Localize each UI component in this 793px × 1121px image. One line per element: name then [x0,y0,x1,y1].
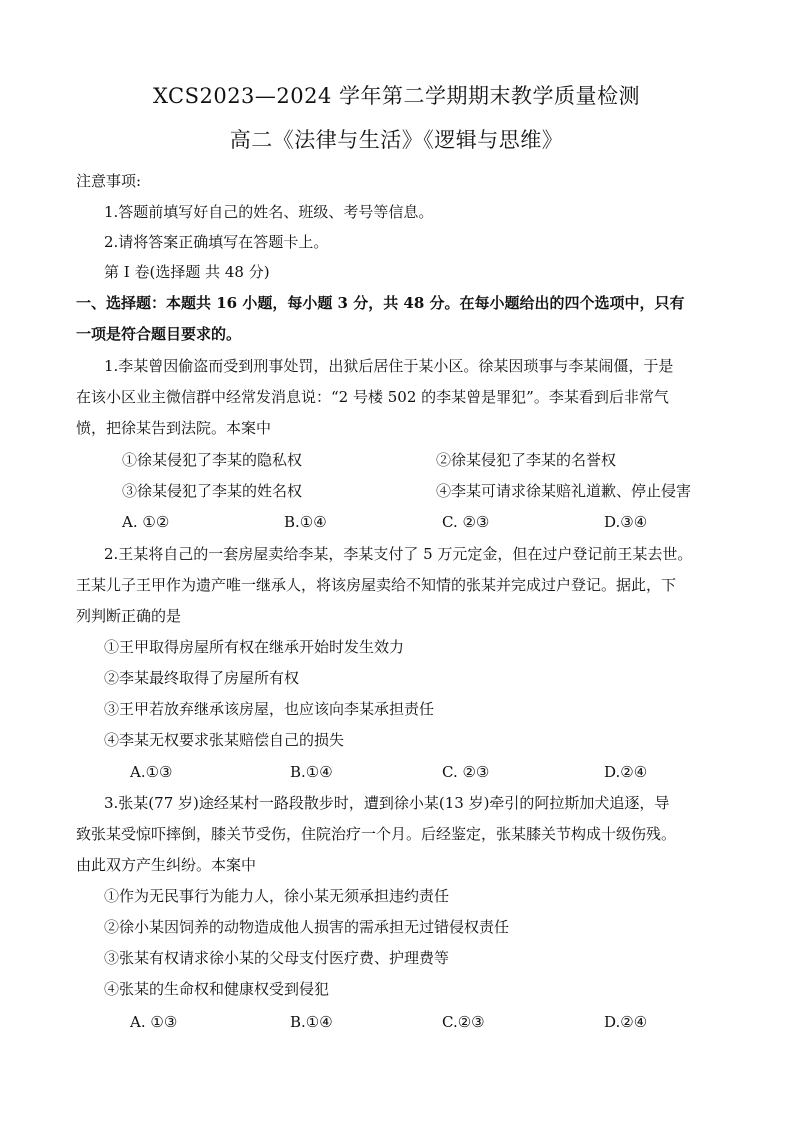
question-3-option-a[interactable]: A. ①③ [130,1013,178,1031]
question-2-stem: 列判断正确的是 [76,607,182,625]
exam-subtitle: 高二《法律与生活》《逻辑与思维》 [229,128,564,152]
notice-item: 1.答题前填写好自己的姓名、班级、考号等信息。 [104,203,434,221]
question-1-stem: 1.李某曾因偷盗而受到刑事处罚，出狱后居住于某小区。徐某因琐事与李某闹僵，于是 [104,357,674,375]
question-3-option-c[interactable]: C.②③ [442,1013,485,1031]
question-1-statement: ③徐某侵犯了李某的姓名权 [122,482,303,500]
question-2-option-a[interactable]: A.①③ [130,763,173,781]
question-1-statement: ①徐某侵犯了李某的隐私权 [122,451,303,469]
question-2-statement: ②李某最终取得了房屋所有权 [104,669,300,687]
question-3-stem: 致张某受惊吓摔倒，膝关节受伤，住院治疗一个月。后经鉴定，张某膝关节构成十级伤残。 [76,825,677,843]
question-3-option-d[interactable]: D.②④ [604,1013,648,1031]
volume-heading: 第 I 卷(选择题 共 48 分) [104,263,270,281]
question-1-stem: 愤，把徐某告到法院。本案中 [76,419,272,437]
question-3-statement: ②徐小某因饲养的动物造成他人损害的需承担无过错侵权责任 [104,918,510,936]
question-1-statement: ④李某可请求徐某赔礼道歉、停止侵害 [436,482,692,500]
question-1-option-c[interactable]: C. ②③ [442,513,490,531]
question-3-stem: 3.张某(77 岁)途经某村一路段散步时，遭到徐小某(13 岁)牵引的阿拉斯加犬追逐，导 [104,794,670,812]
question-2-statement: ③王甲若放弃继承该房屋，也应该向李某承担责任 [104,700,435,718]
question-2-stem: 2.王某将自己的一套房屋卖给李某，李某支付了 5 万元定金，但在过户登记前王某去世。 [104,545,693,563]
notice-item: 2.请将答案正确填写在答题卡上。 [104,233,329,251]
question-2-option-c[interactable]: C. ②③ [442,763,490,781]
question-1-option-d[interactable]: D.③④ [604,513,648,531]
question-3-statement: ①作为无民事行为能力人，徐小某无须承担违约责任 [104,887,450,905]
question-2-stem: 王某儿子王甲作为遗产唯一继承人，将该房屋卖给不知情的张某并完成过户登记。据此，下 [76,576,677,594]
question-2-option-b[interactable]: B.①④ [290,763,333,781]
question-1-statement: ②徐某侵犯了李某的名誉权 [436,451,617,469]
question-1-option-a[interactable]: A. ①② [122,513,170,531]
question-2-statement: ①王甲取得房屋所有权在继承开始时发生效力 [104,638,405,656]
question-3-statement: ③张某有权请求徐小某的父母支付医疗费、护理费等 [104,949,450,967]
question-1-stem: 在该小区业主微信群中经常发消息说：“2 号楼 502 的李某曾是罪犯”。李某看到后非常气 [76,388,669,406]
question-3-stem: 由此双方产生纠纷。本案中 [76,856,257,874]
section-instruction: 一、选择题：本题共 16 小题，每小题 3 分，共 48 分。在每小题给出的四个选项中，只有 [76,294,685,312]
notice-heading: 注意事项: [76,172,142,190]
question-3-statement: ④张某的生命权和健康权受到侵犯 [104,980,330,998]
question-2-statement: ④李某无权要求张某赔偿自己的损失 [104,731,345,749]
exam-title: XCS2023—2024 学年第二学期期末教学质量检测 [152,84,641,108]
section-instruction: 一项是符合题目要求的。 [76,325,242,343]
question-3-option-b[interactable]: B.①④ [290,1013,333,1031]
question-2-option-d[interactable]: D.②④ [604,763,648,781]
question-1-option-b[interactable]: B.①④ [284,513,327,531]
